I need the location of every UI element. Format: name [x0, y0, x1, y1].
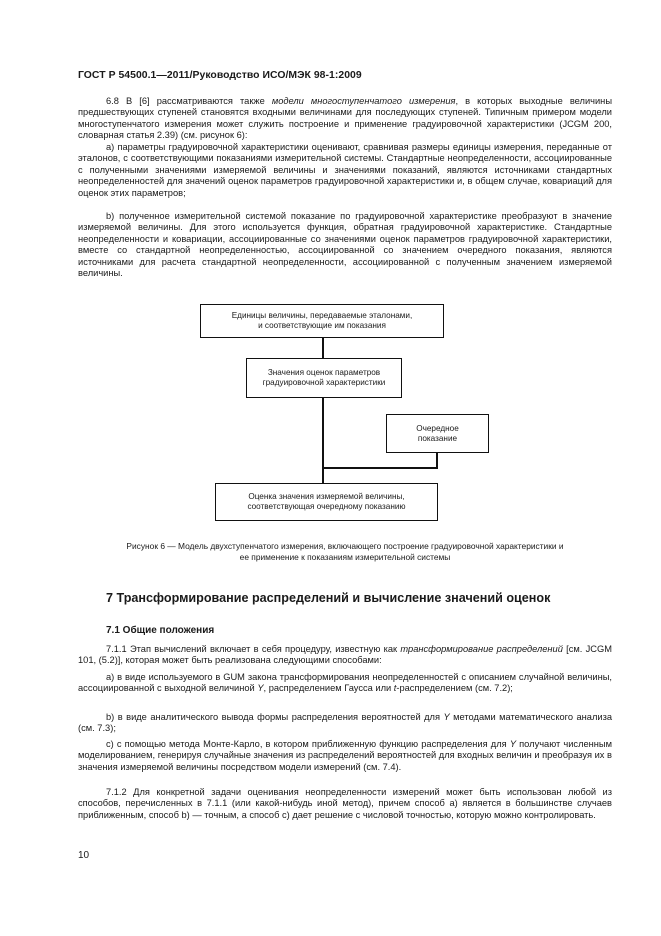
variable-symbol: Y — [443, 712, 450, 722]
list-item-b: b) полученное измерительной системой показание по градуировочной характеристике преобразуют в значение измеряемой величины. Для этого используется функция, обратная градуировочной характеристике. Стандартные неопределенности и ковариации, ассоциированные со значениями оценок параметров градуировочной характеристики, вместе со стандартной неопределенностью, ассоциированной со значением очередного показания, являются источниками для расчета стандартной неопределенности, ассоциированной с полученным значением измеряемой величины. — [78, 211, 612, 279]
method-b — [78, 712, 612, 735]
box-reference-units — [200, 304, 444, 338]
list-item-a: а) параметры градуировочной характеристики оценивают, сравнивая размеры единицы измерения, переданные от эталонов, с соответствующими показаниями измерительной системы. Стандартные неопределенности, ассоциированные с полученными значениями измеряемой величины и значениями показаний, являются источниками стандартных неопределенностей для значений оценок параметров градуировочной характеристики и, в общем случае, ковариаций для оценок этих параметров; — [78, 142, 612, 198]
paragraph-text: получают численным моделированием, генерируя случайные значения из распределений вероятностей для входных величин и преобразуя их в значения измеряемой величины посредством модели измерений (см. 7.4). — [78, 739, 613, 772]
emphasis-term: трансформирование распределений — [400, 644, 563, 654]
box-label: соответствующая очередному показанию — [247, 502, 406, 511]
method-a — [78, 672, 612, 695]
connector-line — [323, 467, 438, 469]
paragraph-6-8 — [78, 96, 612, 142]
variable-symbol: Y — [509, 739, 517, 749]
box-label: Очередное — [416, 423, 459, 433]
paragraph-text: , распределением Гаусса или — [263, 683, 394, 694]
paragraph-7-1-1 — [78, 644, 612, 667]
page-number: 10 — [78, 850, 90, 861]
figure-caption — [78, 541, 612, 563]
paragraph-text: 6.8 В [6] рассматриваются также — [106, 96, 272, 106]
paragraph-text: c) с помощью метода Монте-Карло, в котором приближенную функцию распределения для — [106, 739, 510, 749]
box-label: градуировочной характеристики — [262, 378, 386, 387]
document-header: ГОСТ Р 54500.1—2011/Руководство ИСО/МЭК 98-1:2009 — [78, 70, 362, 81]
box-label: Значения оценок параметров — [267, 368, 381, 377]
paragraph-text: [см. JCGM 101, (5.2)], которая может быть реализована следующими способами: — [78, 644, 612, 666]
paragraph-text: , в которых выходные величины предшествующих ступеней становятся входными величинами для последующих ступеней. Типичным примером модели многоступенчатого измерения может служить построение и применение градуировочной характеристики (JCGM 200, словарная статья 2.39) (см. рисунок 6): — [78, 96, 612, 141]
box-label: показание — [417, 433, 458, 443]
variable-symbol: Y — [257, 683, 264, 694]
connector-line — [322, 336, 324, 360]
paragraph-7-1-2: 7.1.2 Для конкретной задачи оценивания неопределенности измерений может быть использован любой из способов, перечисленных в 7.1.1 (или какой-нибудь иной метод), причем способ а) является в большинстве случаев приближенным, способ b) — точным, а способ c) дает решение с числовой точностью, которую можно контролировать. — [78, 787, 612, 820]
paragraph-text: 7.1.1 Этап вычислений включает в себя процедуру, известную как — [106, 644, 401, 654]
box-label: Оценка значения измеряемой величины, — [248, 492, 405, 501]
section-7-title: 7 Трансформирование распределений и вычисление значений оценок — [106, 591, 551, 605]
connector-line — [436, 452, 438, 468]
caption-line: ее применение к показаниям измерительной системы — [239, 552, 451, 562]
connector-line — [322, 396, 324, 484]
box-label: Единицы величины, передаваемые эталонами, — [231, 311, 413, 320]
emphasis-term: модели многоступенчатого измерения — [271, 96, 456, 106]
paragraph-text: b) в виде аналитического вывода формы распределения вероятностей для — [106, 712, 444, 722]
box-calibration-parameters — [246, 358, 402, 398]
paragraph-text: методами математического анализа (см. 7.3); — [78, 712, 613, 734]
method-c — [78, 739, 612, 773]
box-label: и соответствующие им показания — [258, 321, 386, 330]
paragraph-text: -распределением (см. 7.2); — [396, 683, 513, 694]
box-next-indication — [386, 414, 489, 453]
paragraph-text: а) в виде используемого в GUM закона трансформирования неопределенностей с описанием случайной величины, ассоциированной с выходной величиной — [78, 672, 612, 694]
subsection-7-1-title: 7.1 Общие положения — [106, 625, 215, 636]
box-measurand-estimate — [215, 483, 438, 521]
variable-symbol: t — [393, 683, 397, 694]
caption-line: Рисунок 6 — Модель двухступенчатого измерения, включающего построение градуировочной характеристики и — [126, 541, 564, 551]
